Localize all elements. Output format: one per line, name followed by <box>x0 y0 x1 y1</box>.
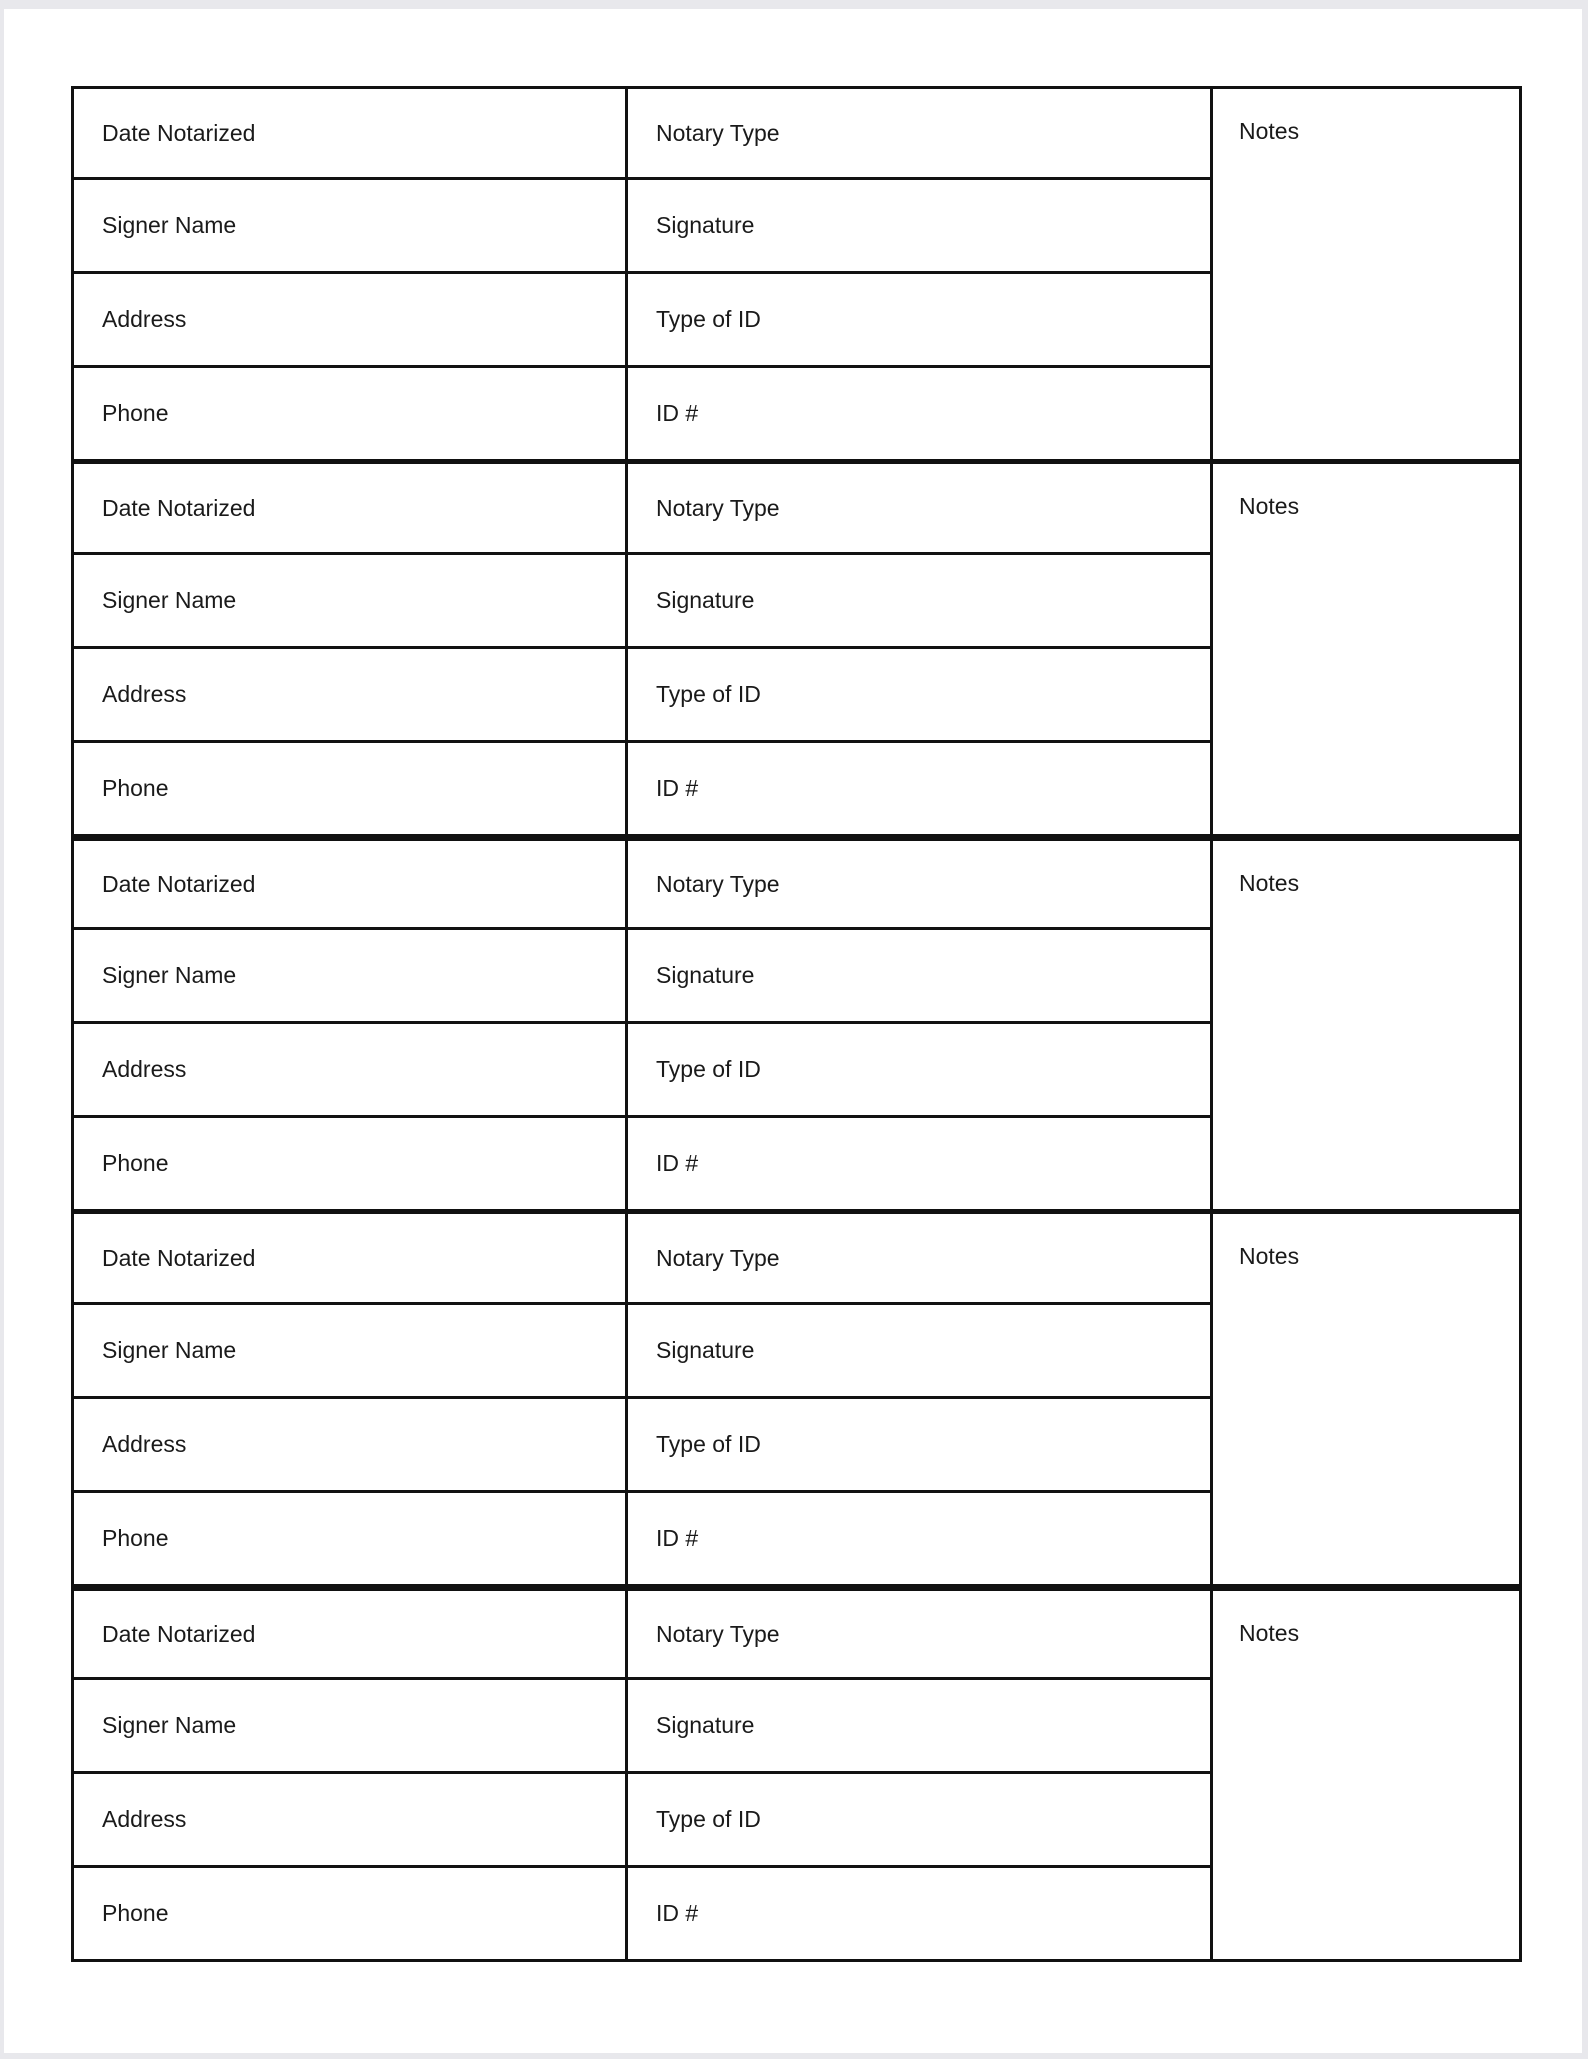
date-notarized-label: Date Notarized <box>102 494 256 521</box>
signer-name-field[interactable] <box>71 1680 628 1774</box>
notes-field[interactable] <box>1213 1211 1522 1587</box>
type-of-id-label: Type of ID <box>656 1806 761 1832</box>
date-notarized-field[interactable] <box>71 86 628 180</box>
signature-label: Signature <box>656 1337 755 1363</box>
address-field[interactable] <box>71 649 628 743</box>
phone-label: Phone <box>102 400 169 426</box>
address-field[interactable] <box>71 1774 628 1868</box>
address-field[interactable] <box>71 1399 628 1493</box>
date-notarized-label: Date Notarized <box>102 1244 256 1271</box>
address-label: Address <box>102 306 187 332</box>
id-number-field[interactable] <box>628 368 1213 462</box>
notary-type-label: Notary Type <box>656 494 780 521</box>
signer-name-field[interactable] <box>71 930 628 1024</box>
type-of-id-field[interactable] <box>628 649 1213 743</box>
journal-entry <box>71 1211 1522 1587</box>
type-of-id-field[interactable] <box>628 1399 1213 1493</box>
notary-type-field[interactable] <box>628 1586 1213 1680</box>
type-of-id-label: Type of ID <box>656 681 761 707</box>
type-of-id-field[interactable] <box>628 1024 1213 1118</box>
date-notarized-label: Date Notarized <box>102 870 256 897</box>
id-number-label: ID # <box>656 1150 699 1176</box>
journal-entry <box>71 86 1522 462</box>
notary-type-field[interactable] <box>628 836 1213 930</box>
notes-label: Notes <box>1239 118 1300 144</box>
type-of-id-field[interactable] <box>628 1774 1213 1868</box>
phone-label: Phone <box>102 775 169 801</box>
phone-field[interactable] <box>71 743 628 837</box>
type-of-id-field[interactable] <box>628 274 1213 368</box>
id-number-label: ID # <box>656 1900 699 1926</box>
notes-field[interactable] <box>1213 1586 1522 1962</box>
signer-name-label: Signer Name <box>102 212 237 238</box>
address-label: Address <box>102 681 187 707</box>
phone-field[interactable] <box>71 1118 628 1212</box>
journal-entry <box>71 1586 1522 1962</box>
id-number-field[interactable] <box>628 743 1213 837</box>
date-notarized-field[interactable] <box>71 1211 628 1305</box>
notary-type-label: Notary Type <box>656 870 780 897</box>
notes-label: Notes <box>1239 1620 1300 1646</box>
type-of-id-label: Type of ID <box>656 1431 761 1457</box>
phone-field[interactable] <box>71 1868 628 1962</box>
notary-type-field[interactable] <box>628 86 1213 180</box>
address-label: Address <box>102 1806 187 1832</box>
journal-entry <box>71 836 1522 1212</box>
date-notarized-label: Date Notarized <box>102 1620 256 1647</box>
signature-field[interactable] <box>628 555 1213 649</box>
date-notarized-label: Date Notarized <box>102 119 256 146</box>
signer-name-label: Signer Name <box>102 587 237 613</box>
signer-name-field[interactable] <box>71 555 628 649</box>
signature-field[interactable] <box>628 1680 1213 1774</box>
notary-type-label: Notary Type <box>656 1244 780 1271</box>
id-number-label: ID # <box>656 1525 699 1551</box>
type-of-id-label: Type of ID <box>656 1056 761 1082</box>
signature-label: Signature <box>656 212 755 238</box>
signer-name-label: Signer Name <box>102 962 237 988</box>
signature-label: Signature <box>656 587 755 613</box>
phone-label: Phone <box>102 1525 169 1551</box>
notes-label: Notes <box>1239 493 1300 519</box>
signature-label: Signature <box>656 1712 755 1738</box>
signer-name-label: Signer Name <box>102 1712 237 1738</box>
signature-field[interactable] <box>628 930 1213 1024</box>
address-label: Address <box>102 1431 187 1457</box>
type-of-id-label: Type of ID <box>656 306 761 332</box>
date-notarized-field[interactable] <box>71 836 628 930</box>
date-notarized-field[interactable] <box>71 461 628 555</box>
id-number-label: ID # <box>656 775 699 801</box>
notes-field[interactable] <box>1213 86 1522 462</box>
signer-name-field[interactable] <box>71 180 628 274</box>
journal-entry <box>71 461 1522 837</box>
signature-field[interactable] <box>628 1305 1213 1399</box>
notary-type-label: Notary Type <box>656 119 780 146</box>
address-field[interactable] <box>71 274 628 368</box>
address-field[interactable] <box>71 1024 628 1118</box>
notes-field[interactable] <box>1213 836 1522 1212</box>
notary-type-label: Notary Type <box>656 1620 780 1647</box>
notes-label: Notes <box>1239 1243 1300 1269</box>
notary-type-field[interactable] <box>628 461 1213 555</box>
signer-name-field[interactable] <box>71 1305 628 1399</box>
notes-label: Notes <box>1239 870 1300 896</box>
id-number-field[interactable] <box>628 1868 1213 1962</box>
document-page <box>4 9 1582 2053</box>
notary-type-field[interactable] <box>628 1211 1213 1305</box>
phone-label: Phone <box>102 1900 169 1926</box>
phone-field[interactable] <box>71 368 628 462</box>
id-number-field[interactable] <box>628 1118 1213 1212</box>
phone-label: Phone <box>102 1150 169 1176</box>
notes-field[interactable] <box>1213 461 1522 837</box>
date-notarized-field[interactable] <box>71 1586 628 1680</box>
signature-field[interactable] <box>628 180 1213 274</box>
notary-journal-table <box>71 86 1522 1962</box>
signer-name-label: Signer Name <box>102 1337 237 1363</box>
signature-label: Signature <box>656 962 755 988</box>
phone-field[interactable] <box>71 1493 628 1587</box>
id-number-label: ID # <box>656 400 699 426</box>
address-label: Address <box>102 1056 187 1082</box>
id-number-field[interactable] <box>628 1493 1213 1587</box>
